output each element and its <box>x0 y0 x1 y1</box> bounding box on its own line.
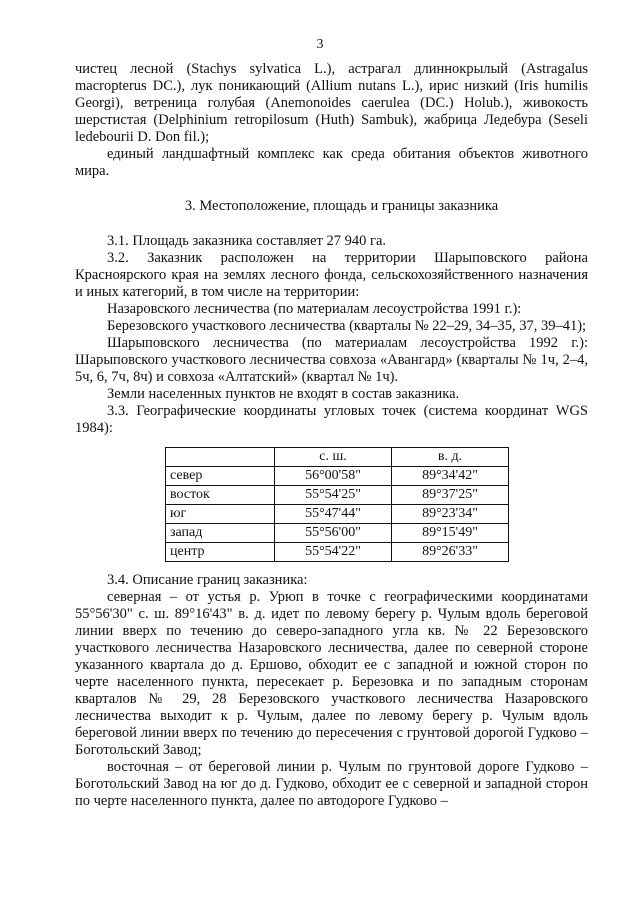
east-boundary-paragraph: восточная – от береговой линии р. Чулым по грунтовой дороге Гудково – Боготольский Завод на юг до д. Гудково, обходит ее с северной и западной сторон по черте населенного пункта, далее по автодороге Гудково – <box>75 759 588 809</box>
point-name: север <box>166 467 275 486</box>
point-name: центр <box>166 543 275 562</box>
berezovo-district-paragraph: Березовского участкового лесничества (кварталы № 22–29, 34–35, 37, 39–41); <box>107 318 587 334</box>
table-header-longitude: в. д. <box>392 448 509 467</box>
point-latitude: 56°00'58" <box>275 467 392 486</box>
location-paragraph: 3.2. Заказник расположен на территории Шарыповского района Красноярского края на землях лесного фонда, сельскохозяйственного назначения и иных категорий, в том числе на территории: <box>75 250 588 300</box>
coordinates-table <box>165 447 509 562</box>
page-number: 3 <box>316 37 324 52</box>
settlements-note-paragraph: Земли населенных пунктов не входят в состав заказника. <box>107 386 460 402</box>
table-row <box>166 467 509 486</box>
table-header-latitude: с. ш. <box>275 448 392 467</box>
table-header-corner <box>166 448 275 467</box>
point-name: юг <box>166 505 275 524</box>
landscape-complex-paragraph: единый ландшафтный комплекс как среда обитания объектов животного мира. <box>75 146 588 179</box>
table-row <box>166 505 509 524</box>
table-row <box>166 543 509 562</box>
point-longitude: 89°26'33" <box>392 543 509 562</box>
section-3-heading: 3. Местоположение, площадь и границы заказника <box>184 198 499 214</box>
point-name: восток <box>166 486 275 505</box>
point-latitude: 55°47'44" <box>275 505 392 524</box>
point-name: запад <box>166 524 275 543</box>
point-longitude: 89°34'42" <box>392 467 509 486</box>
point-longitude: 89°37'25" <box>392 486 509 505</box>
point-latitude: 55°54'25" <box>275 486 392 505</box>
species-list-paragraph: чистец лесной (Stachys sylvatica L.), астрагал длиннокрылый (Astragalus macropterus DC.), лук поникающий (Allium nutans L.), ирис низкий (Iris humilis Georgi), ветреница голубая (Anemonoides caerulea (DC.) Holub.), живокость шерстистая (Delphinium retropilosum (Huth) Sambuk), жабрица Ледебура (Seseli ledebourii D. Don fil.); <box>75 61 588 145</box>
document-body <box>75 61 588 810</box>
point-longitude: 89°15'49" <box>392 524 509 543</box>
point-longitude: 89°23'34" <box>392 505 509 524</box>
coordinates-header-row <box>166 448 509 467</box>
coordinates-intro-paragraph: 3.3. Географические координаты угловых точек (система координат WGS 1984): <box>75 403 588 436</box>
nazarovo-forestry-paragraph: Назаровского лесничества (по материалам лесоустройства 1991 г.): <box>107 301 522 317</box>
area-paragraph: 3.1. Площадь заказника составляет 27 940 га. <box>107 233 387 249</box>
sharypovo-forestry-paragraph: Шарыповского лесничества (по материалам лесоустройства 1992 г.): Шарыповского участкового лесничества совхоза «Авангард» (кварталы № 1ч, 2–4, 5ч, 6, 7ч, 8ч) и совхоза «Алтатский» (квартал № 1ч). <box>75 335 588 385</box>
point-latitude: 55°54'22" <box>275 543 392 562</box>
table-row <box>166 524 509 543</box>
boundaries-heading: 3.4. Описание границ заказника: <box>107 572 308 588</box>
point-latitude: 55°56'00" <box>275 524 392 543</box>
table-row <box>166 486 509 505</box>
north-boundary-paragraph: северная – от устья р. Урюп в точке с географическими координатами 55°56'30" с. ш. 89°16'43" в. д. идет по левому берегу р. Чулым вдоль береговой линии вверх по течению до северо-западного угла кв. № 22 Березовского участкового лесничества Назаровского лесничества, далее по северной стороне указанного квартала до д. Ершово, обходит ее с западной и южной сторон по черте населенного пункта, пересекает р. Березовка и по западным сторонам кварталов № 29, 28 Березовского участкового лесничества Назаровского лесничества выходит к р. Чулым, далее по левому берегу р. Чулым вдоль береговой линии вверх по течению до пересечения с грунтовой дорогой Гудково – Боготольский Завод; <box>75 589 588 758</box>
